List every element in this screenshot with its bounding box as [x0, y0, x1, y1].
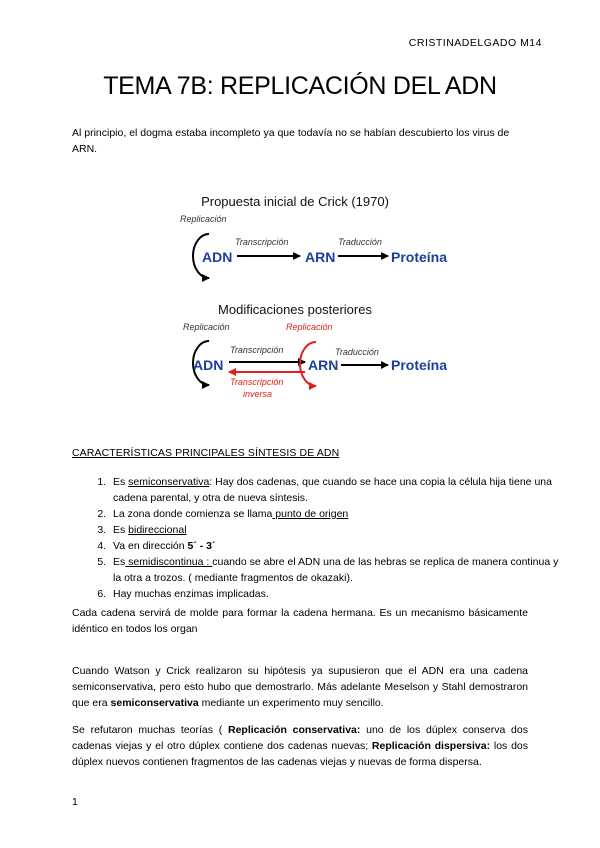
intro-paragraph: Al principio, el dogma estaba incompleto ya que todavía no se habían descubierto los virus de ARN. [72, 127, 510, 155]
page-number: 1 [72, 796, 78, 808]
bottom-arn-label: ARN [308, 357, 339, 373]
paragraph-text: mediante un experimento muy sencillo. [198, 697, 384, 709]
paragraph-bold-term: Replicación conservativa: [227, 724, 361, 736]
list-item-text: : Hay dos cadenas, que cuando se hace una copia la célula hija tiene una cadena parental, y otra de nueva síntesis. [113, 476, 552, 504]
list-item-term: 5´ - 3´ [187, 540, 216, 552]
list-item-term: semidiscontinua : [125, 556, 213, 568]
reverse-transcription-label-line1: Transcripción [230, 377, 284, 387]
paragraph-bold-term: Replicación dispersiva: [371, 740, 491, 752]
bottom-proteina-label: Proteína [391, 357, 448, 373]
list-item-text: Es [113, 524, 129, 536]
list-item [109, 522, 565, 538]
list-item-text: Es [113, 556, 126, 568]
diagram-top-title: Propuesta inicial de Crick (1970) [201, 194, 389, 209]
paragraph-watson-crick [72, 663, 528, 711]
paragraph-text: Cuando Watson y Crick realizaron su hipótesis ya supusieron que el ADN era una cadena semiconservativa, pero esto hubo que demostrarlo. Más adelante Meselson y Stahl demostraron que era [72, 665, 528, 709]
section-heading: CARACTERÍSTICAS PRINCIPALES SÍNTESIS DE ADN [72, 447, 340, 459]
top-proteina-label: Proteína [391, 249, 448, 265]
bottom-replicacion-label: Replicación [183, 322, 230, 332]
bottom-replicacion-red-label: Replicación [286, 322, 333, 332]
list-item [109, 474, 565, 506]
reverse-transcription-label-line2: inversa [243, 389, 273, 399]
list-item [109, 506, 565, 522]
list-item-text: cuando se abre el ADN una de las hebras se replica de manera continua y la otra a trozos. ( mediante fragmentos de okazaki). [113, 556, 559, 584]
bottom-traduccion-label: Traducción [335, 347, 379, 357]
list-item-text: La zona donde comienza se llama [113, 508, 273, 520]
paragraph-teorias [72, 722, 528, 770]
list-item-term: bidireccional [128, 524, 187, 536]
bottom-transcripcion-label: Transcripción [230, 345, 284, 355]
list-item-term: punto de origen [272, 508, 349, 520]
features-list [72, 474, 565, 602]
list-item [109, 554, 565, 586]
top-arn-label: ARN [305, 249, 336, 265]
top-transcripcion-label: Transcripción [235, 237, 289, 247]
top-adn-label: ADN [202, 249, 233, 265]
list-item-text: Es [113, 476, 129, 488]
paragraph-text: uno de los dúplex conserva dos cadenas viejas y el otro dúplex contiene dos cadenas nuevas; [72, 724, 528, 752]
paragraph-bold-term: semiconservativa [110, 697, 199, 709]
list-item-text: Va en dirección [113, 540, 188, 552]
list-item-text: Hay muchas enzimas implicadas. [113, 588, 269, 600]
list-item-term: semiconservativa [128, 476, 210, 488]
paragraph-text: los dos dúplex nuevos contienen fragmentos de las cadenas viejas y nuevas de forma dispersa. [72, 740, 529, 768]
top-traduccion-label: Traducción [338, 237, 382, 247]
central-dogma-diagram [175, 190, 448, 405]
list-item [109, 586, 565, 602]
paragraph-molde: Cada cadena servirá de molde para formar la cadena hermana. Es un mecanismo básicamente idéntico en todos los organ [72, 607, 528, 635]
author-header: CRISTINADELGADO M14 [408, 37, 542, 49]
top-replicacion-label: Replicación [180, 214, 227, 224]
diagram-bottom-title: Modificaciones posteriores [218, 302, 372, 317]
paragraph-text: Se refutaron muchas teorías ( [72, 724, 228, 736]
list-item [109, 538, 565, 554]
bottom-adn-label: ADN [193, 357, 224, 373]
page-title: TEMA 7B: REPLICACIÓN DEL ADN [103, 72, 497, 100]
